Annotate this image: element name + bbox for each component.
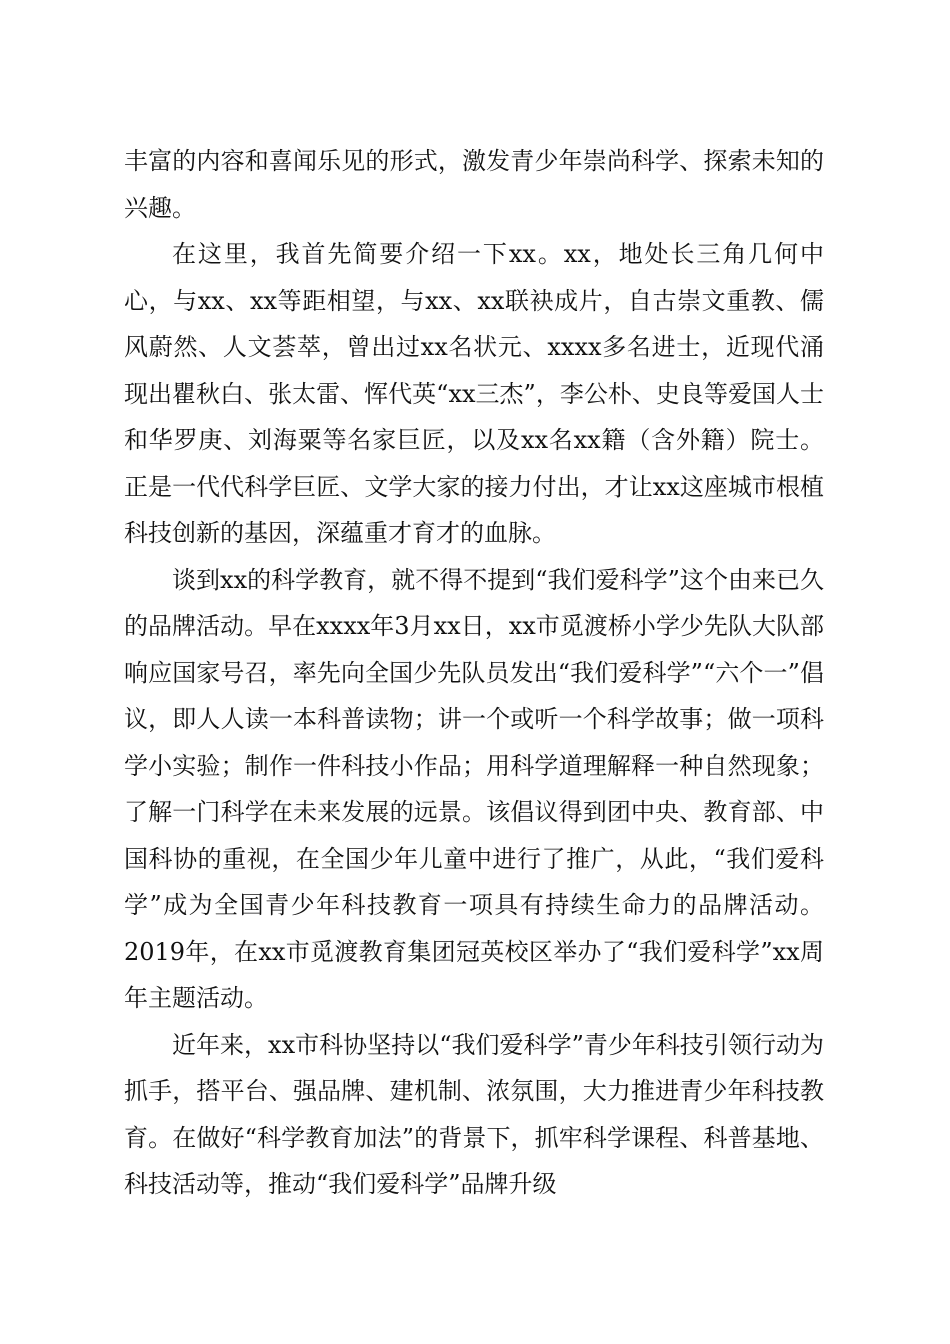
paragraph-4: 近年来，xx市科协坚持以“我们爱科学”青少年科技引领行动为抓手，搭平台、强品牌、建机制、浓氛围，大力推进青少年科技教育。在做好“科学教育加法”的背景下，抓牢科学课程、科普基地、科技活动等，推动“我们爱科学”品牌升级 bbox=[124, 1030, 824, 1198]
document-body bbox=[124, 138, 824, 1208]
paragraph-2: 在这里，我首先简要介绍一下xx。xx，地处长三角几何中心，与xx、xx等距相望，与xx、xx联袂成片，自古崇文重教、儒风蔚然、人文荟萃，曾出过xx名状元、xxxx多名进士，近现代涌现出瞿秋白、张太雷、恽代英“xx三杰”，李公朴、史良等爱国人士和华罗庚、刘海粟等名家巨匠，以及xx名xx籍（含外籍）院士。正是一代代科学巨匠、文学大家的接力付出，才让xx这座城市根植科技创新的基因，深蕴重才育才的血脉。 bbox=[124, 240, 824, 547]
paragraph-3: 谈到xx的科学教育，就不得不提到“我们爱科学”这个由来已久的品牌活动。早在xxxx年3月xx日，xx市觅渡桥小学少先队大队部响应国家号召，率先向全国少先队员发出“我们爱科学”“六个一”倡议，即人人读一本科普读物；讲一个或听一个科学故事；做一项科学小实验；制作一件科技小作品；用科学道理解释一种自然现象；了解一门科学在未来发展的远景。该倡议得到团中央、教育部、中国科协的重视，在全国少年儿童中进行了推广，从此，“我们爱科学”成为全国青少年科技教育一项具有持续生命力的品牌活动。2019年，在xx市觅渡教育集团冠英校区举办了“我们爱科学”xx周年主题活动。 bbox=[124, 565, 824, 1012]
paragraph-1: 丰富的内容和喜闻乐见的形式，激发青少年崇尚科学、探索未知的兴趣。 bbox=[124, 147, 824, 222]
